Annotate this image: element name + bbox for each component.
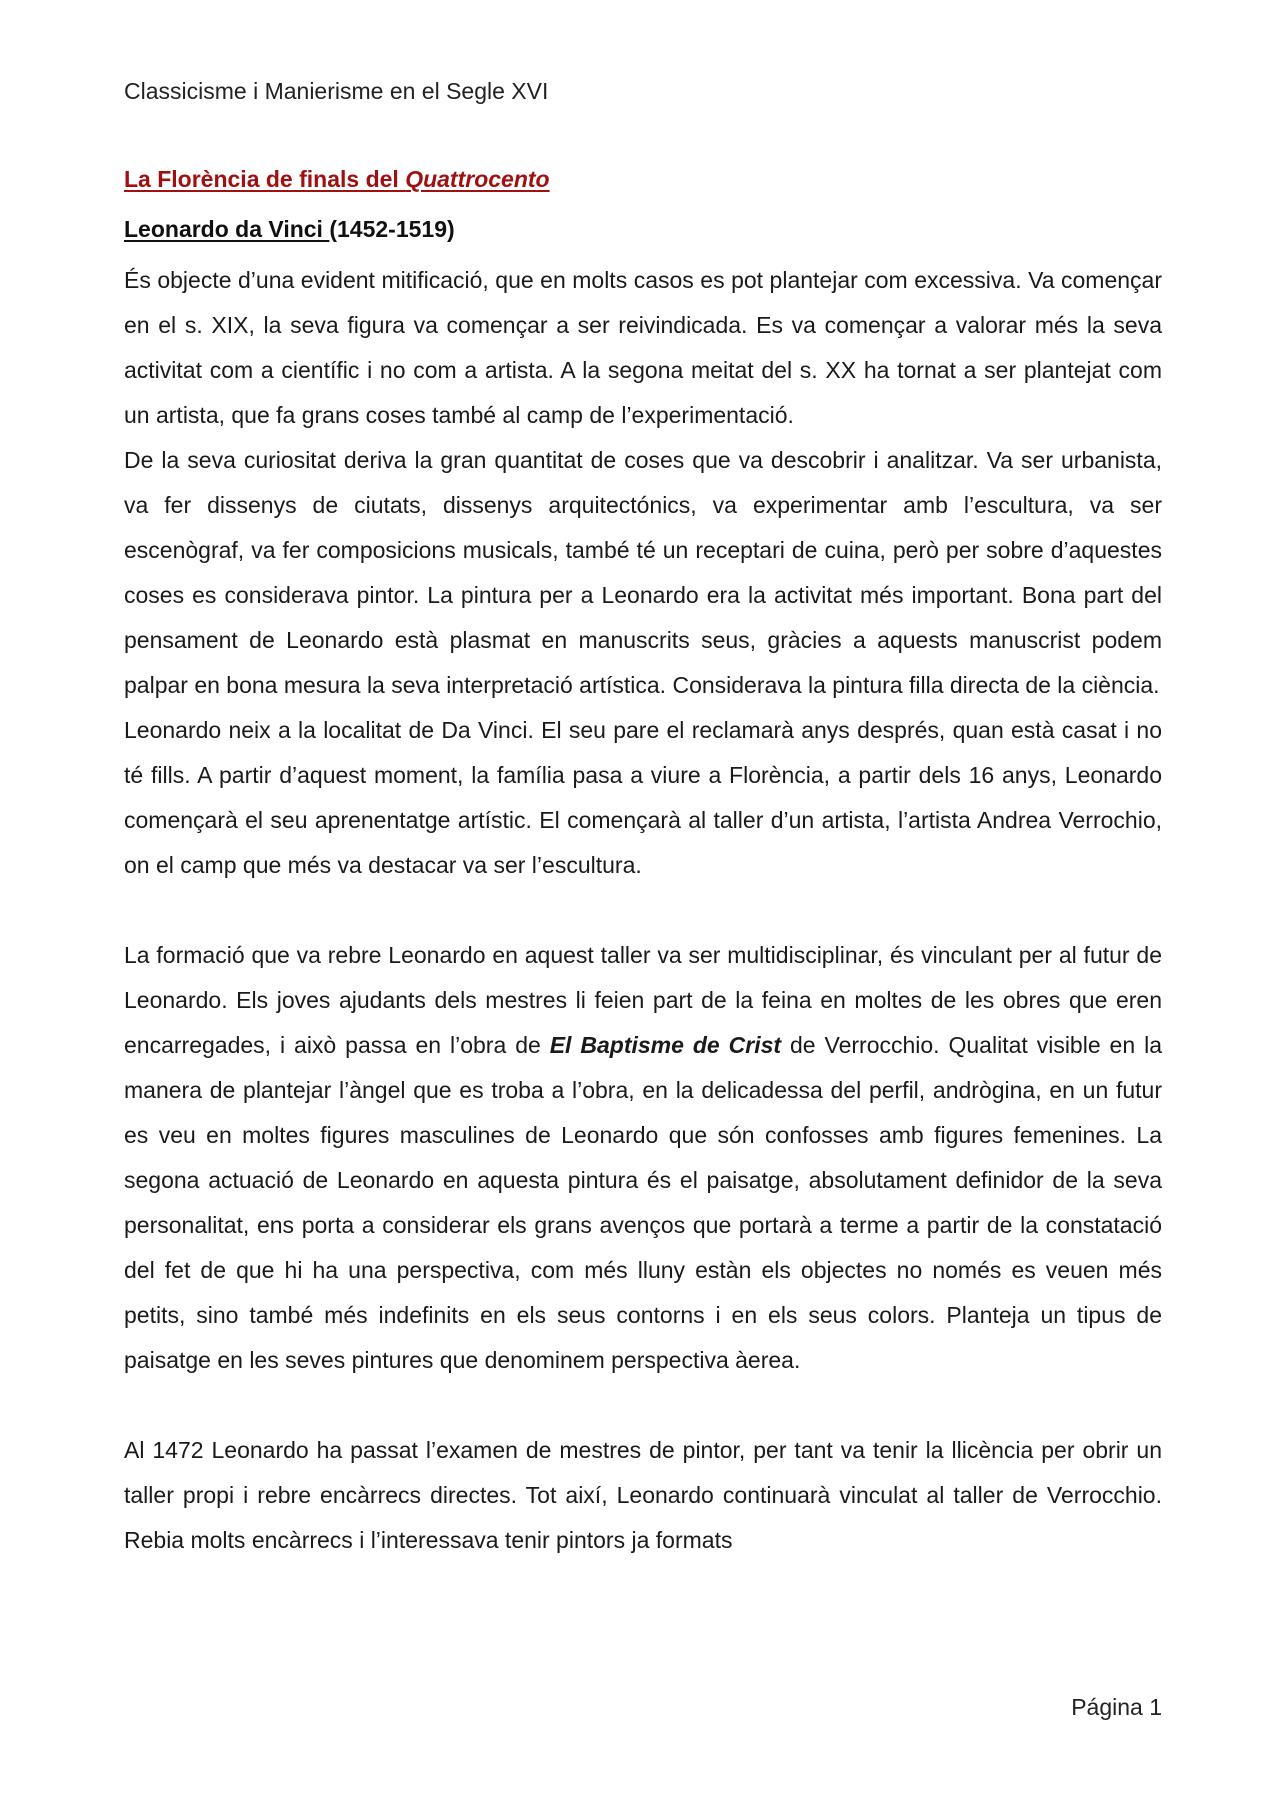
paragraph-3: Leonardo neix a la localitat de Da Vinci. El seu pare el reclamarà anys després, quan està casat i no té fills. A partir d’aquest moment, la família pasa a viure a Florència, a partir dels 16 anys, Leonardo començarà el seu aprenentatge artístic. El començarà al taller d’un artista, l’artista Andrea Verrochio, on el camp que més va destacar va ser l’escultura. — [124, 717, 1162, 878]
subsection-years: (1452-1519) — [329, 216, 455, 242]
paragraph-4-text-b: de Verrocchio. Qualitat visible en la manera de plantejar l’àngel que es troba a l’obra, en la delicadessa del perfil, andrògina, en un futur es veu en moltes figures masculines de Leonardo que són confosses amb figures femenines. La segona actuació de Leonardo en aquesta pintura és el paisatge, absolutament definidor de la seva personalitat, ens porta a considerar els grans avenços que portarà a terme a partir de la constatació del fet de que hi ha una perspectiva, com més lluny estàn els objectes no només es veuen més petits, sino també més indefinits en els seus contorns i en els seus colors. Planteja un tipus de paisatge en les seves pintures que denominem perspectiva àerea. — [124, 1032, 1162, 1373]
section-title-text: La Florència de finals del — [124, 166, 406, 192]
paragraph-4 — [124, 933, 1162, 1383]
paragraph-spacer — [124, 1383, 1162, 1428]
subsection-name: Leonardo da Vinci — [124, 216, 330, 242]
running-header: Classicisme i Manierisme en el Segle XVI — [124, 78, 549, 104]
paragraph-4-text-a: La formació que va rebre Leonardo en aquest taller va ser multidisciplinar, és vinculant per al futur de Leonardo. Els joves ajudants dels mestres li feien part de la feina en moltes de les obres que eren encarregades, i això passa en l’obra de — [124, 942, 1162, 1058]
paragraph-5: Al 1472 Leonardo ha passat l’examen de mestres de pintor, per tant va tenir la llicència per obrir un taller propi i rebre encàrrecs directes. Tot així, Leonardo continuarà vinculat al taller de Verrocchio. Rebia molts encàrrecs i l’interessava tenir pintors ja formats — [124, 1437, 1162, 1553]
document-body — [124, 258, 1162, 1563]
paragraph-spacer — [124, 888, 1162, 933]
section-title — [124, 164, 550, 194]
paragraph-1: És objecte d’una evident mitificació, que en molts casos es pot plantejar com excessiva. Va començar en el s. XIX, la seva figura va començar a ser reivindicada. Es va començar a valorar més la seva activitat com a científic i no com a artista. A la segona meitat del s. XX ha tornat a ser plantejat com un artista, que fa grans coses també al camp de l’experimentació. — [124, 267, 1162, 428]
section-title-italic: Quattrocento — [405, 166, 550, 192]
artwork-title: El Baptisme de Crist — [549, 1032, 782, 1058]
subsection-title — [124, 214, 455, 244]
page-number: Página 1 — [1071, 1694, 1162, 1720]
paragraph-2: De la seva curiositat deriva la gran quantitat de coses que va descobrir i analitzar. Va ser urbanista, va fer dissenys de ciutats, dissenys arquitectónics, va experimentar amb l’escultura, va ser escenògraf, va fer composicions musicals, també té un receptari de cuina, però per sobre d’aquestes coses es considerava pintor. La pintura per a Leonardo era la activitat més important. Bona part del pensament de Leonardo està plasmat en manuscrits seus, gràcies a aquests manuscrist podem palpar en bona mesura la seva interpretació artística. Considerava la pintura filla directa de la ciència. — [124, 447, 1162, 698]
